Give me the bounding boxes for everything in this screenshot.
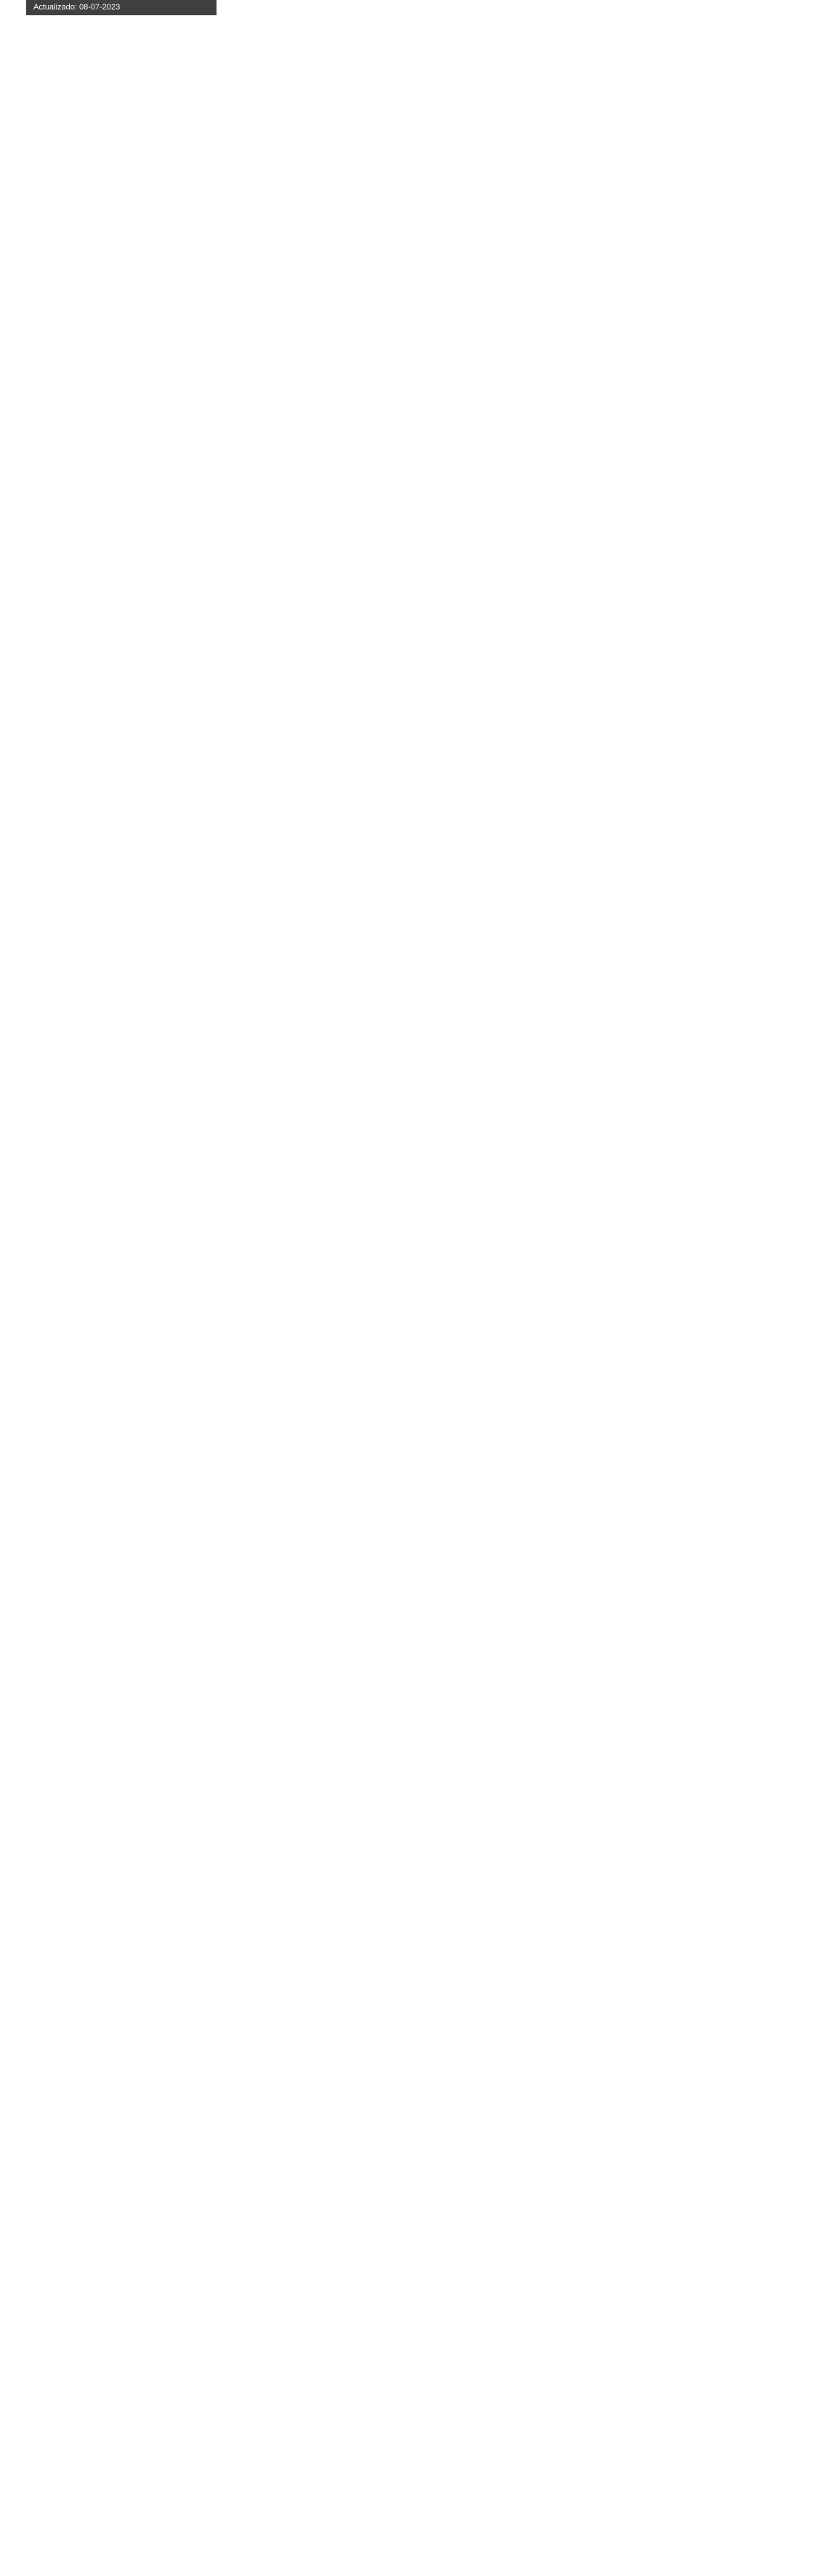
last-updated-label: Actualizado: 08-07-2023 <box>26 0 217 15</box>
